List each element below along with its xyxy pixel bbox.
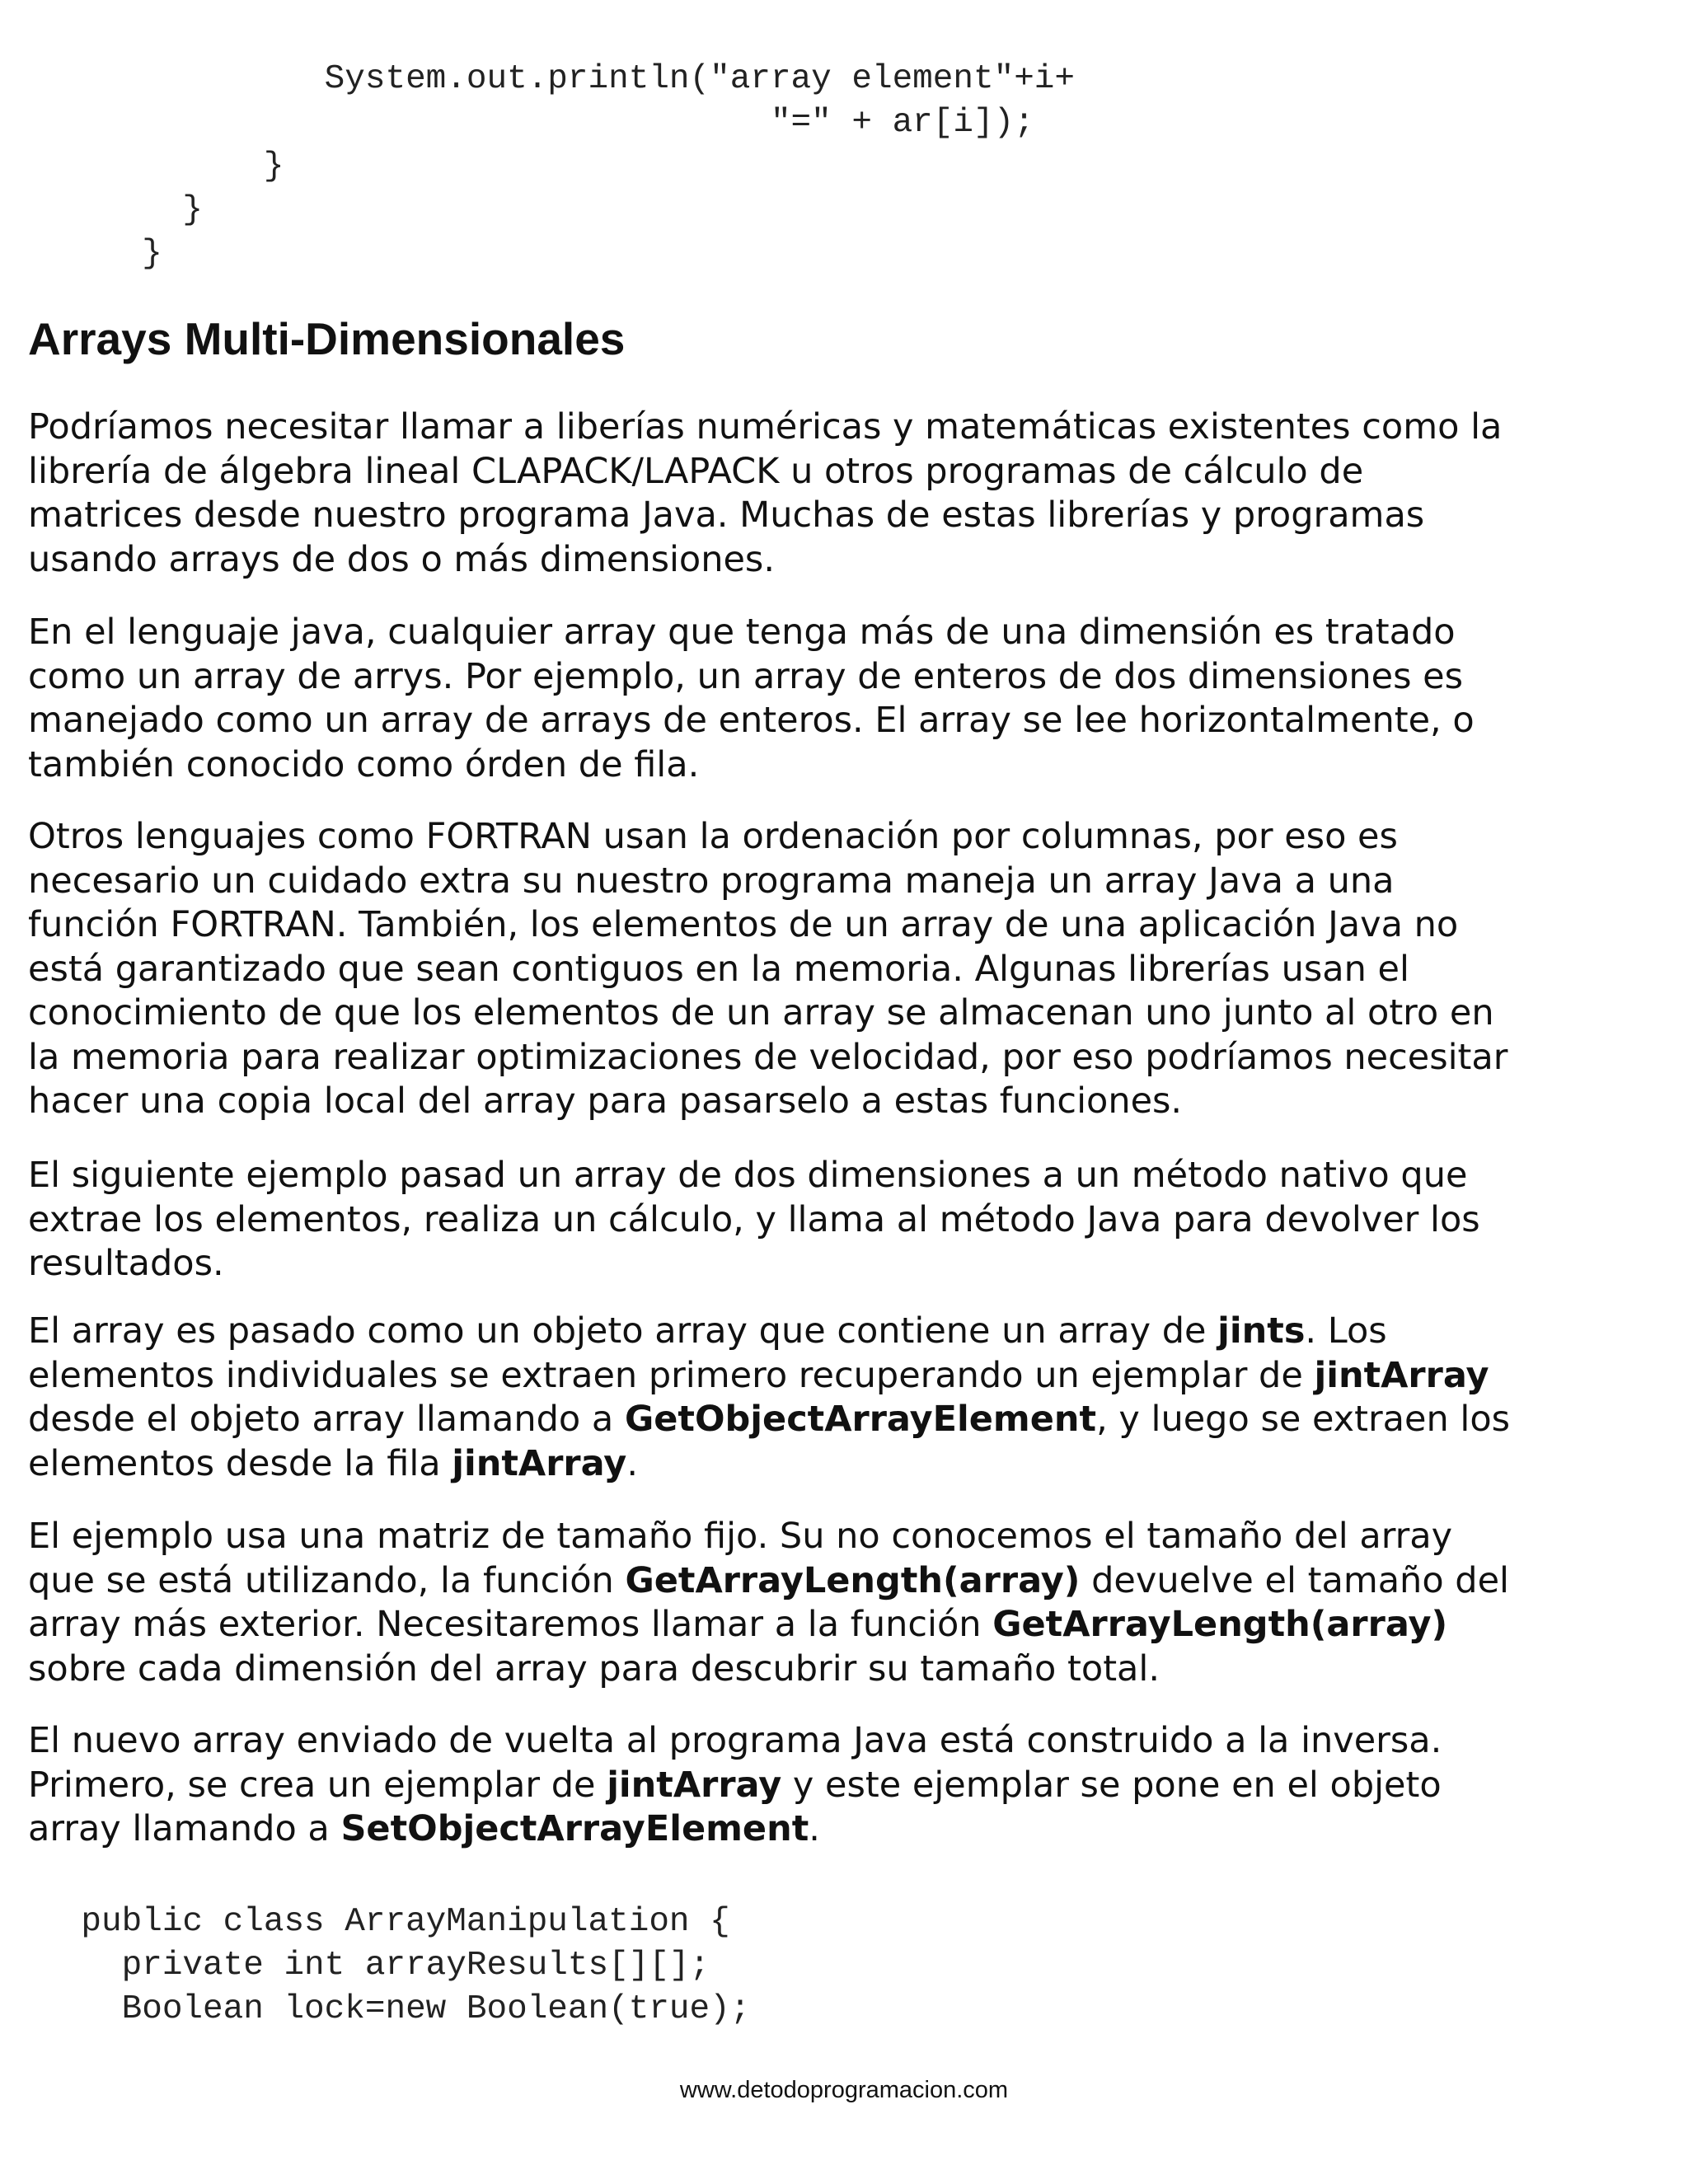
text-run: como un array de arrys. Por ejemplo, un array de enteros de dos dimensiones es (28, 655, 1464, 697)
code-line: public class ArrayManipulation { (0, 1903, 730, 1941)
paragraph (28, 611, 1668, 787)
text-run: Otros lenguajes como FORTRAN usan la ordenación por columnas, por eso es (28, 816, 1398, 857)
code-line: } (0, 191, 204, 229)
text-run: El array es pasado como un objeto array que contiene un array de (28, 1310, 1218, 1352)
text-run: función FORTRAN. También, los elementos de un array de una aplicación Java no (28, 904, 1459, 945)
text-run: necesario un cuidado extra su nuestro programa maneja un array Java a una (28, 860, 1395, 902)
text-run: resultados. (28, 1243, 224, 1284)
code-line: } (0, 235, 162, 273)
text-run: elementos desde la fila (28, 1442, 452, 1484)
text-run: la memoria para realizar optimizaciones de velocidad, por eso podríamos necesitar (28, 1036, 1508, 1078)
text-run: sobre cada dimensión del array para descubrir su tamaño total. (28, 1647, 1160, 1690)
text-line (28, 450, 1668, 494)
paragraph (28, 1719, 1668, 1852)
code-line: System.out.println("array element"+i+ (0, 60, 1076, 98)
text-run: extrae los elementos, realiza un cálculo, y llama al método Java para devolver los (28, 1198, 1480, 1240)
text-line (28, 743, 1668, 788)
paragraph (28, 815, 1668, 1124)
text-run: usando arrays de dos o más dimensiones. (28, 538, 776, 580)
bold-term: SetObjectArrayElement (340, 1808, 809, 1849)
text-line (28, 1603, 1668, 1647)
text-line (28, 815, 1668, 860)
code-line: Boolean lock=new Boolean(true); (0, 1990, 751, 2028)
text-run: que se está utilizando, la función (28, 1559, 626, 1601)
text-line (28, 494, 1668, 538)
text-run: , y luego se extraen los (1096, 1399, 1511, 1440)
text-run: array más exterior. Necesitaremos llamar a la función (28, 1604, 993, 1645)
text-line (28, 1807, 1668, 1852)
text-line (28, 1515, 1668, 1559)
text-run: array llamando a (28, 1808, 341, 1849)
text-line (28, 948, 1668, 992)
text-run: librería de álgebra lineal CLAPACK/LAPACK u otros programas de cálculo de (28, 450, 1364, 492)
text-line (28, 903, 1668, 948)
text-run: El ejemplo usa una matriz de tamaño fijo. Su no conocemos el tamaño del array (28, 1516, 1453, 1557)
text-run: hacer una copia local del array para pasarselo a estas funciones. (28, 1080, 1183, 1122)
text-run: El siguiente ejemplo pasad un array de dos dimensiones a un método nativo que (28, 1155, 1468, 1196)
code-block-top (0, 58, 1075, 276)
text-line (28, 655, 1668, 700)
text-line (28, 1310, 1668, 1354)
bold-term: jintArray (607, 1764, 782, 1806)
text-line (28, 1442, 1668, 1487)
text-line (28, 611, 1668, 655)
text-line (28, 860, 1668, 904)
bold-term: jints (1217, 1310, 1306, 1352)
text-run: y este ejemplar se pone en el objeto (781, 1764, 1442, 1806)
text-run: también conocido como órden de fila. (28, 743, 700, 785)
paragraph (28, 1515, 1668, 1691)
code-block-bottom (0, 1900, 750, 2032)
text-run: matrices desde nuestro programa Java. Muchas de estas librerías y programas (28, 494, 1425, 536)
text-run: . (809, 1808, 820, 1849)
text-line (28, 538, 1668, 583)
text-line (28, 405, 1668, 450)
code-line: } (0, 148, 284, 185)
paragraph (28, 1310, 1668, 1486)
text-run: manejado como un array de arrays de enteros. El array se lee horizontalmente, o (28, 700, 1475, 741)
text-run: desde el objeto array llamando a (28, 1399, 625, 1440)
code-line: "=" + ar[i]); (0, 104, 1034, 142)
text-run: conocimiento de que los elementos de un array se almacenan uno junto al otro en (28, 992, 1494, 1033)
bold-term: jintArray (1314, 1354, 1489, 1396)
text-run: El nuevo array enviado de vuelta al programa Java está construido a la inversa. (28, 1720, 1442, 1761)
text-run: . Los (1305, 1310, 1387, 1352)
paragraph (28, 405, 1668, 582)
text-run: está garantizado que sean contiguos en la memoria. Algunas librerías usan el (28, 948, 1409, 990)
bold-term: GetArrayLength(array) (992, 1604, 1448, 1645)
text-line (28, 1354, 1668, 1399)
bold-term: GetArrayLength(array) (625, 1559, 1081, 1601)
text-line (28, 1080, 1668, 1124)
text-line (28, 1764, 1668, 1808)
text-line (28, 1398, 1668, 1442)
bold-term: GetObjectArrayElement (624, 1399, 1097, 1440)
text-line (28, 991, 1668, 1036)
text-run: . (626, 1442, 639, 1484)
bold-term: jintArray (452, 1442, 627, 1484)
paragraph (28, 1154, 1668, 1286)
text-line (28, 1647, 1668, 1692)
text-line (28, 1719, 1668, 1764)
text-run: elementos individuales se extraen primero recuperando un ejemplar de (28, 1354, 1315, 1396)
text-run: Podríamos necesitar llamar a liberías numéricas y matemáticas existentes como la (28, 406, 1503, 448)
section-heading: Arrays Multi-Dimensionales (28, 313, 626, 364)
text-run: Primero, se crea un ejemplar de (28, 1764, 607, 1806)
text-run: devuelve el tamaño del (1080, 1559, 1509, 1601)
text-line (28, 1242, 1668, 1286)
text-line (28, 699, 1668, 743)
footer-url: www.detodoprogramacion.com (679, 2077, 1009, 2103)
text-line (28, 1198, 1668, 1243)
text-line (28, 1154, 1668, 1198)
text-line (28, 1559, 1668, 1604)
code-line: private int arrayResults[][]; (0, 1947, 710, 1985)
text-line (28, 1036, 1668, 1080)
text-run: En el lenguaje java, cualquier array que tenga más de una dimensión es tratado (28, 612, 1456, 653)
